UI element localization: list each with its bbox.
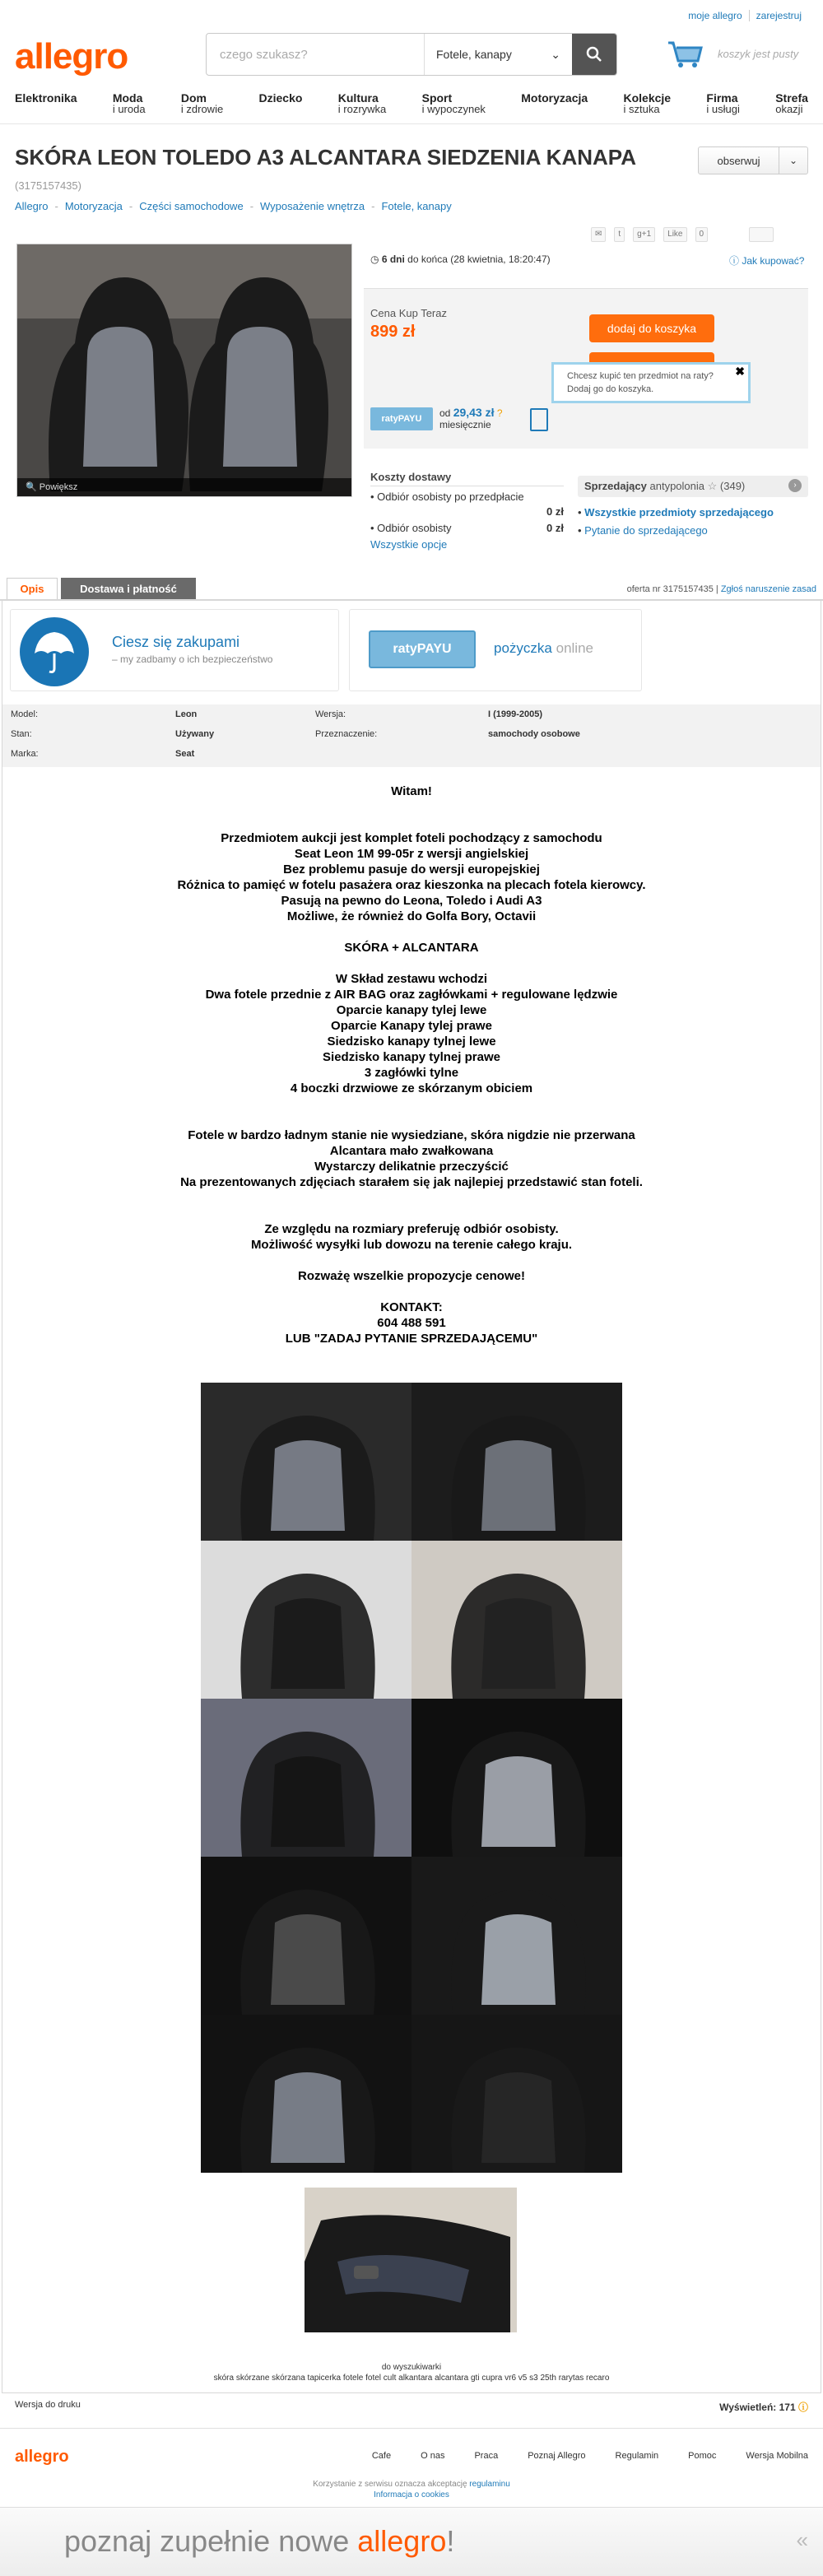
photo-gallery [201,1383,622,2173]
nav-item[interactable]: Kolekcje i sztuka [623,91,672,115]
seller-label: Sprzedający [584,480,647,492]
page-title: SKÓRA LEON TOLEDO A3 ALCANTARA SIEDZENIA KANAPA [15,145,636,170]
breadcrumb-item[interactable]: Fotele, kanapy [381,200,452,212]
cart-icon[interactable] [667,36,703,69]
description-line: Seat Leon 1M 99-05r z wersji angielskiej [294,847,529,861]
description-line: Alcantara mało zwałkowana [329,1144,494,1158]
twitter-icon[interactable]: t [614,227,625,242]
description-line: Przedmiotem aukcji jest komplet foteli pochodzący z samochodu [221,831,602,845]
cookies-link[interactable]: Informacja o cookies [374,2490,449,2499]
promo-subtitle: – my zadbamy o ich bezpieczeństwo [112,653,273,665]
gallery-photo[interactable] [412,1857,622,2015]
door-panel-photo [305,2188,517,2332]
gallery-photo[interactable] [412,1383,622,1541]
description-line: Oparcie Kanapy tylej prawe [331,1019,492,1033]
search-icon [586,46,602,63]
description-line [0,924,823,940]
footer-link[interactable]: Pomoc [688,2451,717,2461]
nav-item[interactable]: Sport i wypoczynek [421,91,486,115]
gallery-photo[interactable] [201,1857,412,2015]
raty-payu-logo[interactable]: ratyPAYU [370,407,433,430]
breadcrumb-item[interactable]: Wyposażenie wnętrza [260,200,365,212]
print-icon[interactable] [749,227,774,242]
description-line [0,1190,823,1206]
description-line: Siedzisko kanapy tylnej lewe [327,1035,496,1049]
description-line [0,1284,823,1300]
footer-link[interactable]: Wersja Mobilna [746,2451,808,2461]
description-line: Możliwe, że również do Golfa Bory, Octavii [286,909,537,923]
breadcrumb: Allegro - Motoryzacja - Części samochodowe - Wyposażenie wnętrza - Fotele, kanapy [15,200,452,212]
zoom-label: Powiększ [39,482,78,492]
gallery-photo[interactable] [201,2015,412,2173]
shipping-title: Koszty dostawy [370,471,452,483]
allegro-logo[interactable]: allegro [15,36,128,77]
category-nav [15,92,808,115]
description-line: Ze względu na rozmiary preferuję odbiór osobisty. [264,1222,559,1236]
shipping-price: 0 zł [546,505,564,518]
breadcrumb-item[interactable]: Allegro [15,200,49,212]
description-line: Siedzisko kanapy tylnej prawe [323,1050,500,1064]
seller-links: • Wszystkie przedmioty sprzedającego • Pytanie do sprzedającego [578,506,774,537]
description-line: 604 488 591 [377,1316,446,1330]
gallery-photo[interactable] [201,1383,412,1541]
promo-title: Ciesz się zakupami [112,634,240,650]
chevron-right-icon[interactable]: › [788,479,802,492]
share-icon[interactable]: ✉ [591,227,606,242]
how-to-buy-link[interactable]: ⓘ Jak kupować? [729,255,805,267]
search-category-select[interactable] [424,34,572,75]
end-time: ◷ 6 dni do końca (28 kwietnia, 18:20:47) [370,253,551,265]
search-button[interactable] [572,34,616,75]
description-line: W Skład zestawu wchodzi [335,972,488,986]
item-description [0,783,823,1346]
item-id: (3175157435) [15,179,81,192]
ask-seller-link[interactable]: Pytanie do sprzedającego [584,524,708,537]
gallery-photo[interactable] [412,2015,622,2173]
installment-tooltip: Chcesz kupić ten przedmiot na raty? Dodaj go do koszyka. ✖ [551,362,751,403]
price: 899 zł [370,323,416,341]
loan-text: pożyczka online [494,640,593,656]
param-row: Model: Leon Wersja: I (1999-2005) [11,709,543,719]
footer-link[interactable]: Praca [474,2451,499,2461]
description-line [0,956,823,971]
installment-info: od 29,43 zł ? miesięcznie [439,406,503,430]
close-icon[interactable]: ✖ [735,365,745,378]
cart-status[interactable]: koszyk jest pusty [718,48,799,60]
shipping-row: • Odbiór osobisty po przedpłacie [370,491,524,503]
description-line: Oparcie kanapy tylej lewe [336,1003,487,1017]
seats-photo [17,244,352,497]
nav-item[interactable]: Moda i uroda [112,91,146,115]
description-line: Różnica to pamięć w fotelu pasażera oraz kieszonka na plecach fotela kierowcy. [177,878,646,892]
nav-item[interactable]: Kultura i rozrywka [337,91,387,115]
chevron-down-icon: ⌄ [551,47,560,61]
collapse-icon[interactable]: « [796,2527,808,2552]
print-version-link[interactable]: Wersja do druku [15,2400,81,2410]
seller-box [578,476,808,497]
description-line: Witam! [391,784,432,798]
zoom-icon: 🔍 [26,482,37,492]
description-line: Rozważę wszelkie propozycje cenowe! [298,1269,525,1283]
seller-rating[interactable]: (349) [719,480,746,492]
description-line: Dwa fotele przednie z AIR BAG oraz zagłówkami + regulowane lędzwie [205,988,618,1002]
breadcrumb-item[interactable]: Części samochodowe [139,200,244,212]
search-category-label: Fotele, kanapy [436,48,512,61]
register-link[interactable]: zarejestruj [749,10,808,21]
description-line: Pasują na pewno do Leona, Toledo i Audi A3 [281,894,542,908]
umbrella-icon [20,617,89,686]
footer-link[interactable]: O nas [421,2451,445,2461]
tab-delivery[interactable]: Dostawa i płatność [61,578,196,599]
observe-label: obserwuj [699,147,779,174]
footer-link[interactable]: Poznaj Allegro [528,2451,586,2461]
nav-item[interactable]: Firma i usługi [706,91,740,115]
description-line: Bez problemu pasuje do wersji europejskiej [283,863,540,876]
raty-payu-logo: ratyPAYU [369,630,476,668]
nav-item[interactable]: Dom i zdrowie [180,91,224,115]
description-line [0,1206,823,1221]
nav-item[interactable]: Dziecko [258,91,303,105]
main-photo[interactable] [16,244,352,497]
nav-item[interactable]: Motoryzacja [521,91,588,105]
gallery-photo[interactable] [201,1699,412,1857]
search-keywords: do wyszukiwarki skóra skórzane skórzana tapicerka fotele fotel cult alkantara alcantara gti cupra vr6 v5 s3 25th rarytas recaro [213,2363,610,2383]
description-line [0,1253,823,1268]
calculator-icon[interactable] [530,408,548,431]
seller-name[interactable]: antypolonia [649,480,704,492]
all-options-link[interactable]: Wszystkie opcje [370,538,448,551]
social-buttons [591,227,774,242]
description-line: Fotele w bardzo ładnym stanie nie wysiedziane, skóra nigdzie nie przerwana [188,1128,635,1142]
view-counter: Wyświetleń: 171 ⓘ [719,2402,808,2413]
seller-all-items-link[interactable]: Wszystkie przedmioty sprzedającego [584,506,774,518]
description-line: Na prezentowanych zdjęciach starałem się jak najlepiej przedstawić stan foteli. [180,1175,643,1189]
description-line [0,1112,823,1128]
top-links [681,10,808,21]
nav-item[interactable]: Elektronika [15,91,77,105]
description-line [0,799,823,815]
divider [0,2428,823,2429]
description-line: LUB "ZADAJ PYTANIE SPRZEDAJĄCEMU" [285,1332,538,1346]
nav-item[interactable]: Strefa okazji [775,91,808,115]
star-icon: ☆ [707,480,718,492]
description-line: Możliwość wysyłki lub dowozu na terenie całego kraju. [250,1238,573,1252]
description-line [0,815,823,830]
observe-button[interactable] [698,146,808,174]
new-allegro-banner[interactable]: poznaj zupełnie nowe allegro! « [0,2507,823,2576]
divider [0,123,823,124]
search-input[interactable]: czego szukasz? [220,47,308,62]
chevron-down-icon[interactable]: ⌄ [788,155,798,166]
breadcrumb-item[interactable]: Motoryzacja [64,200,123,212]
item-parameters [2,704,821,767]
description-line: KONTAKT: [380,1300,443,1314]
facebook-like-button[interactable]: Like [663,227,686,242]
description-line: Wystarczy delikatnie przeczyścić [314,1160,509,1174]
tab-description[interactable]: Opis [7,578,58,599]
price-label: Cena Kup Teraz [370,307,447,319]
google-plus-icon[interactable]: g+1 [633,227,655,242]
my-allegro-link[interactable]: moje allegro [688,10,742,21]
gallery-photo[interactable] [412,1541,622,1699]
footer-terms: Korzystanie z serwisu oznacza akceptację regulaminu Informacja o cookies [313,2480,510,2499]
gallery-photo[interactable] [201,1541,412,1699]
help-icon: ? [496,407,503,419]
footer-link[interactable]: Cafe [371,2451,392,2461]
help-icon: ⓘ [729,255,740,267]
footer-link[interactable]: Regulamin [615,2451,659,2461]
shipping-row: • Odbiór osobisty 0 zł [370,522,564,534]
tabs [7,578,196,599]
search-bar [206,33,617,76]
zoom-bar[interactable] [17,478,351,496]
info-icon: ⓘ [797,2402,808,2413]
description-line: 4 boczki drzwiowe ze skórzanym obiciem [290,1081,533,1095]
description-line: SKÓRA + ALCANTARA [344,941,479,955]
terms-link[interactable]: regulaminu [469,2480,510,2489]
gallery-photo[interactable] [412,1699,622,1857]
report-link[interactable]: Zgłoś naruszenie zasad [720,584,816,594]
clock-icon: ◷ [370,253,379,265]
description-line [0,1096,823,1112]
footer-logo[interactable]: allegro [15,2448,69,2466]
add-to-cart-button[interactable]: dodaj do koszyka [589,314,714,342]
offer-number: oferta nr 3175157435 | Zgłoś naruszenie zasad [626,584,816,594]
footer-links [372,2451,808,2461]
like-count: 0 [695,227,709,242]
param-row: Marka: Seat [11,749,195,759]
description-line: 3 zagłówki tylne [364,1066,459,1080]
param-row: Stan: Używany Przeznaczenie: samochody osobowe [11,729,580,739]
